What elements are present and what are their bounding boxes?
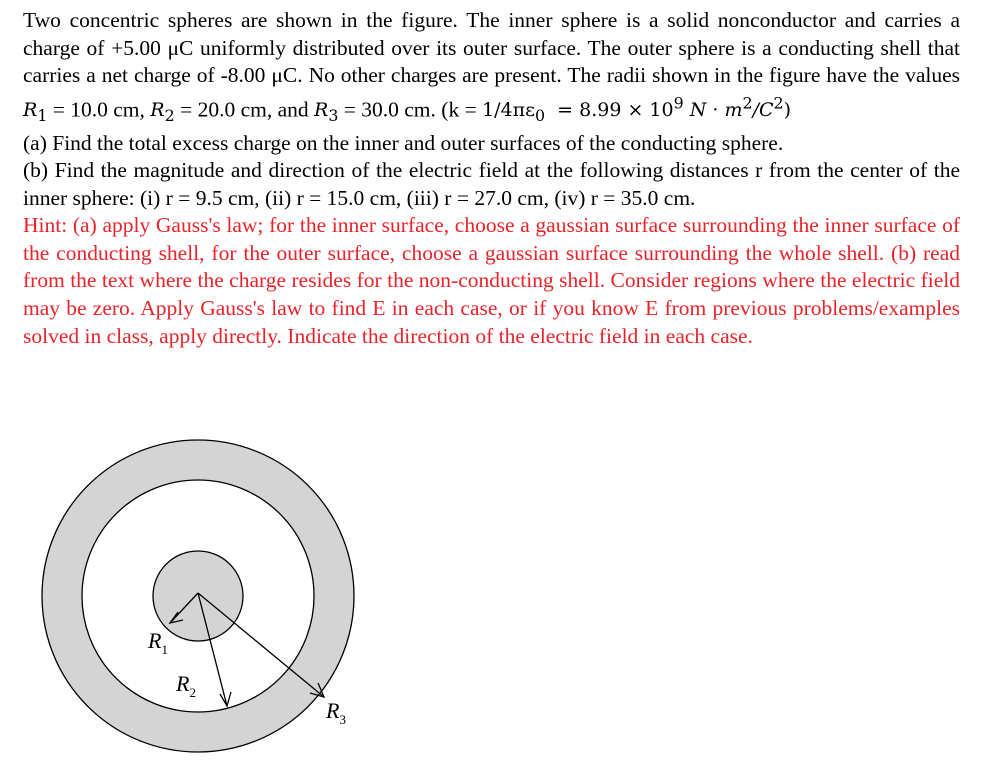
hint-text: Hint: (a) apply Gauss's law; for the inner surface, choose a gaussian surface surrounding the inner surface of the conducting shell, for the outer surface, choose a gaussian surface surrounding the whole shell. (b) read from the text where the charge resides for the non-conducting shell. Consider regions where the electric field may be zero. Apply Gauss's law to find E in each case, or if you know E from previous problems/examples solved in class, apply directly. Indicate the direction of the electric field in each case. <box>23 213 960 348</box>
problem-intro: Two concentric spheres are shown in the figure. The inner sphere is a solid nonconductor and carries a charge of +5.00 μC uniformly distributed over its outer surface. The outer sphere is a conducting shell that carries a net charge of -8.00 μC. No other charges are present. The radii shown in the figure have the values $R_1 = 10.0$ cm, $R_2 = 20.0$ cm, and $R_3 = 30.0$ cm. ($k = 1/4\pi\varepsilon_0 = 8.99 \times 10^9$ $N \cdot m^2/C^2$) <box>23 8 960 125</box>
concentric-spheres-figure <box>20 418 380 778</box>
coulomb-constant: $1/4\pi\varepsilon_0 = 8.99 \times 10^9$ $N \cdot m^2/C^2$) <box>482 93 792 125</box>
label-r3: $R_3$ <box>326 698 346 727</box>
part-b: (b) Find the magnitude and direction of the electric field at the following distances r from the center of the inner sphere: (i) r = 9.5 cm, (ii) r = 15.0 cm, (iii) r = 27.0 cm, (iv) r = 35.0 cm. <box>23 158 960 210</box>
spheres-diagram <box>20 418 380 778</box>
radius-r2: $R_2$ <box>150 99 175 125</box>
label-r1: $R_1$ <box>148 628 168 657</box>
radius-r3: $R_3$ <box>314 99 339 125</box>
part-a: (a) Find the total excess charge on the inner and outer surfaces of the conducting sphere. <box>23 130 784 155</box>
problem-text <box>23 7 960 350</box>
label-r2: $R_2$ <box>176 671 196 700</box>
radius-r1: $R_1$ <box>23 99 48 125</box>
inner-sphere <box>153 551 243 641</box>
